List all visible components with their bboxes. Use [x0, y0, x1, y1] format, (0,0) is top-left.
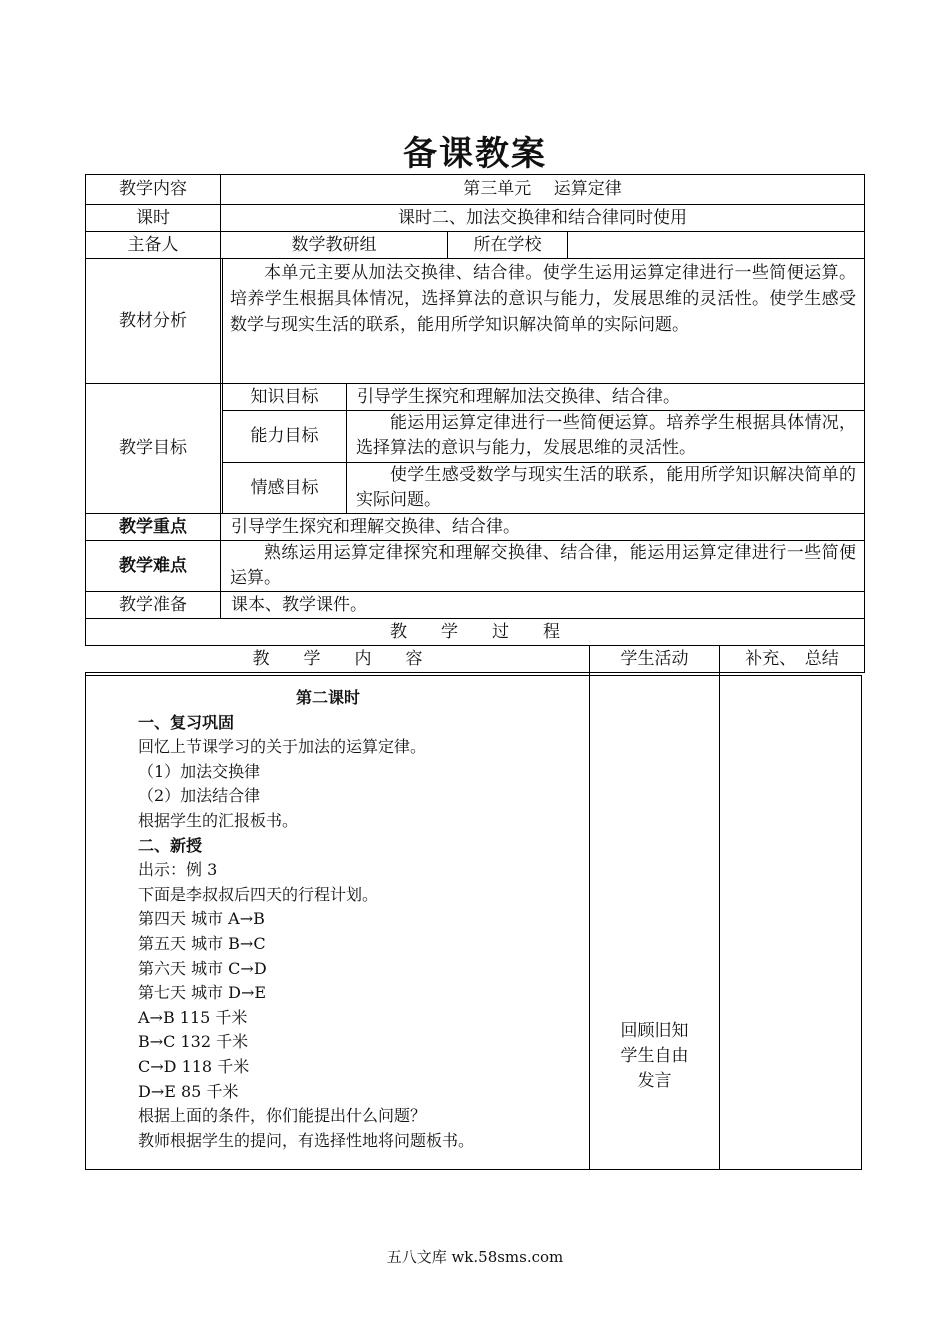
lesson-line: 根据上面的条件，你们能提出什么问题？ [138, 1106, 427, 1126]
analysis-label: 教材分析 [119, 310, 187, 331]
activity-line: 学生自由 [620, 1045, 689, 1066]
key-text: 引导学生探究和理解交换律、结合律。 [231, 516, 520, 537]
lesson-line: 第七天 城市 D→E [138, 983, 267, 1003]
lesson-line: 教师根据学生的提问，有选择性地将问题板书。 [138, 1130, 475, 1150]
goal-knowledge-label: 知识目标 [250, 386, 319, 407]
goals-label: 教学目标 [119, 438, 187, 458]
lesson-line: 二、新授 [138, 835, 203, 855]
key-label: 教学重点 [119, 516, 187, 537]
prep-text: 课本、教学课件。 [231, 594, 367, 615]
lesson-line: （1）加法交换律 [138, 761, 261, 781]
col-notes-header: 补充、 总结 [745, 648, 839, 669]
lesson-line: 第六天 城市 C→D [138, 958, 267, 978]
activity-line: 发言 [637, 1070, 672, 1091]
lesson-line: 第五天 城市 B→C [138, 933, 266, 953]
activity-line: 回顾旧知 [620, 1020, 689, 1041]
preparer-value: 数学教研组 [291, 234, 377, 255]
col-content-header: 教 学 内 容 [252, 648, 423, 669]
goal-ability-text: 能运用运算定律进行一些简便运算。培养学生根据具体情况，选择算法的意识与能力，发展思维的灵活性。 [356, 413, 856, 458]
school-value [568, 232, 864, 258]
rule [864, 174, 865, 673]
rule [85, 675, 862, 676]
preparer-label: 主备人 [127, 234, 179, 255]
rule [85, 1169, 862, 1170]
lesson-line: 下面是李叔叔后四天的行程计划。 [138, 884, 379, 904]
prep-label: 教学准备 [119, 594, 187, 615]
student-activity [590, 1016, 719, 1096]
lesson-content [138, 686, 578, 1153]
period-value: 课时二、加法交换律和结合律同时使用 [398, 207, 687, 228]
goal-emotion-text: 使学生感受数学与现实生活的联系，能用所学知识解决简单的实际问题。 [356, 465, 856, 510]
lesson-line: A→B 115 千米 [138, 1007, 248, 1027]
goal-knowledge-text: 引导学生探究和理解加法交换律、结合律。 [357, 386, 680, 407]
lesson-line: 一、复习巩固 [138, 712, 235, 732]
process-heading: 教 学 过 程 [390, 621, 560, 642]
page-title: 备课教案 [403, 134, 547, 174]
difficulty-label: 教学难点 [119, 555, 187, 576]
difficulty-text: 熟练运用运算定律探究和理解交换律、结合律，能运用运算定律进行一些简便运算。 [230, 543, 856, 588]
analysis-text: 本单元主要从加法交换律、结合律。使学生运用运算定律进行一些简便运算。培养学生根据具体情况，选择算法的意识与能力，发展思维的灵活性。使学生感受数学与现实生活的联系，能用所学知识解决简单的实际问题。 [230, 263, 856, 335]
rule [85, 672, 865, 673]
lesson-line: D→E 85 千米 [138, 1081, 239, 1101]
school-label: 所在学校 [473, 234, 542, 255]
col-activity-header: 学生活动 [620, 648, 689, 669]
content-label: 教学内容 [119, 179, 187, 199]
rule [861, 675, 862, 1170]
lesson-line: B→C 132 千米 [138, 1032, 249, 1052]
lesson-line: 回忆上节课学习的关于加法的运算定律。 [138, 737, 427, 757]
goal-ability-label: 能力目标 [250, 426, 319, 446]
lesson-line: 出示：例 3 [138, 860, 218, 880]
lesson-line: （2）加法结合律 [138, 786, 261, 806]
lesson-line: C→D 118 千米 [138, 1056, 250, 1076]
lesson-period: 第二课时 [295, 688, 360, 707]
goal-emotion-label: 情感目标 [250, 477, 319, 498]
lesson-line: 根据学生的汇报板书。 [138, 810, 299, 830]
rule [85, 672, 86, 1170]
lesson-line: 第四天 城市 A→B [138, 909, 265, 929]
footer-watermark: 五八文库 wk.58sms.com [386, 1248, 564, 1266]
rule [719, 645, 720, 1170]
lesson-lines [138, 711, 578, 1154]
period-label: 课时 [136, 207, 170, 228]
content-value: 第三单元 运算定律 [463, 179, 622, 199]
